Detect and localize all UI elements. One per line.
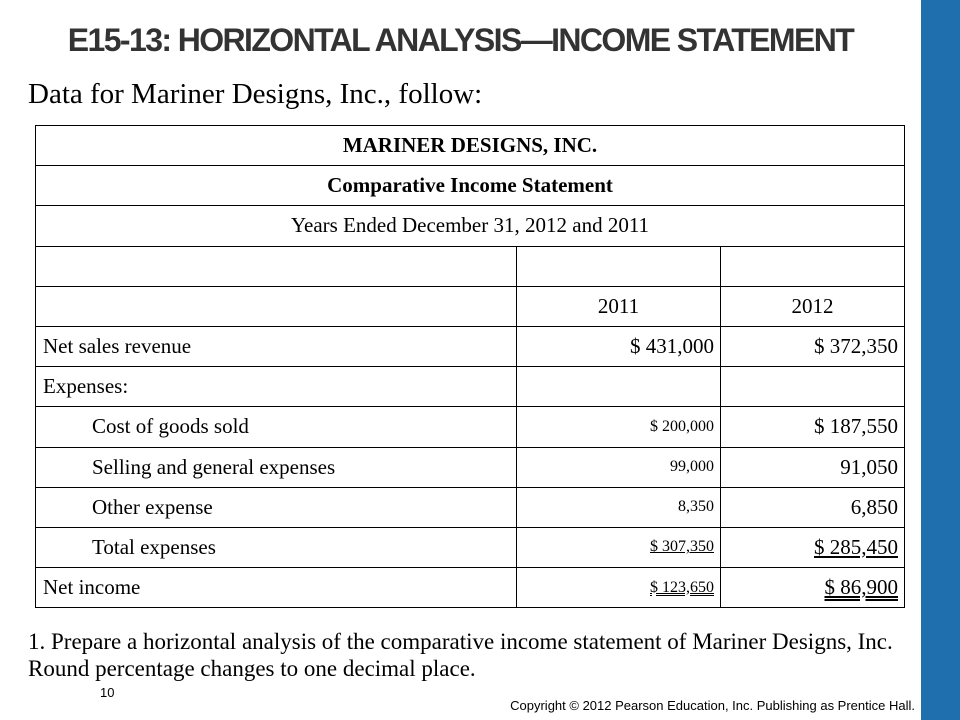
value-2012: 6,850 — [721, 487, 905, 527]
table-row — [36, 568, 905, 608]
value-2011: $ 431,000 — [517, 326, 721, 366]
value-2011-cell — [517, 568, 721, 608]
statement-title-row — [36, 166, 905, 206]
value-2011: $ 200,000 — [517, 407, 721, 447]
row-label: Selling and general expenses — [36, 447, 517, 487]
blank-cell — [36, 286, 517, 326]
table-row — [36, 527, 905, 567]
side-accent-bar — [921, 0, 960, 720]
intro-text: Data for Mariner Designs, Inc., follow: — [28, 78, 483, 110]
task-instruction: 1. Prepare a horizontal analysis of the comparative income statement of Mariner Designs, Inc. Round percentage changes to one decimal place. — [28, 629, 893, 681]
copyright-notice: Copyright © 2012 Pearson Education, Inc. Publishing as Prentice Hall. — [510, 698, 915, 713]
row-label: Net sales revenue — [36, 326, 517, 366]
row-label: Cost of goods sold — [36, 407, 517, 447]
value-2012: $ 372,350 — [721, 326, 905, 366]
value-2012-cell — [721, 568, 905, 608]
row-label: Expenses: — [36, 367, 517, 407]
page-number: 10 — [100, 685, 115, 700]
table-row — [36, 326, 905, 366]
value-2011: 8,350 — [517, 487, 721, 527]
blank-row — [36, 246, 905, 286]
value-2012: 91,050 — [721, 447, 905, 487]
value-2012 — [721, 367, 905, 407]
period-row — [36, 206, 905, 246]
statement-period: Years Ended December 31, 2012 and 2011 — [36, 206, 905, 246]
value-2012-cell — [721, 527, 905, 567]
year-2011-header: 2011 — [517, 286, 721, 326]
value-2011: $ 123,650 — [650, 578, 714, 596]
row-label: Total expenses — [36, 527, 517, 567]
row-label: Other expense — [36, 487, 517, 527]
value-2012: $ 86,900 — [824, 575, 898, 600]
value-2011-cell — [517, 527, 721, 567]
slide-title: E15-13: HORIZONTAL ANALYSIS—INCOME STATEMENT — [67, 22, 854, 58]
value-2011: 99,000 — [517, 447, 721, 487]
table-row — [36, 407, 905, 447]
blank-cell — [517, 246, 721, 286]
company-name: MARINER DESIGNS, INC. — [36, 126, 905, 166]
income-statement-table — [35, 125, 905, 608]
table-row — [36, 487, 905, 527]
row-label: Net income — [36, 568, 517, 608]
statement-title: Comparative Income Statement — [36, 166, 905, 206]
value-2012: $ 187,550 — [721, 407, 905, 447]
year-2012-header: 2012 — [721, 286, 905, 326]
year-header-row — [36, 286, 905, 326]
table-row — [36, 447, 905, 487]
company-row — [36, 126, 905, 166]
blank-cell — [721, 246, 905, 286]
value-2011 — [517, 367, 721, 407]
value-2012: $ 285,450 — [814, 534, 898, 559]
value-2011: $ 307,350 — [650, 538, 714, 556]
blank-cell — [36, 246, 517, 286]
table-row — [36, 367, 905, 407]
